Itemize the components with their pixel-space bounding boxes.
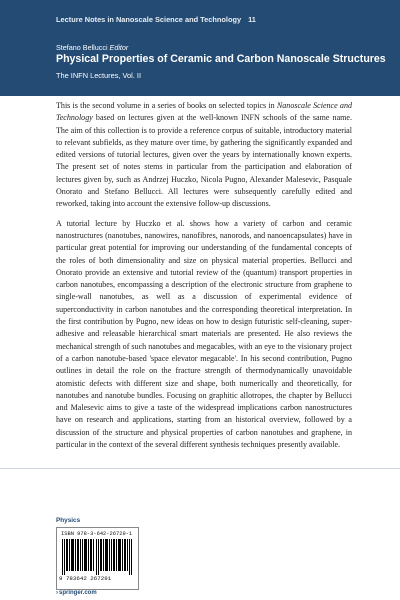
blurb-paragraph-1 [56,100,352,211]
isbn-text: ISBN 978-3-642-26729-1 [61,531,133,537]
editor-name: Stefano Bellucci [56,43,108,52]
blurb-paragraph-2: A tutorial lecture by Huczko et al. shows how a variety of carbon and ceramic nanostructures (nanotubes, nanowires, nanofibres, nanorods, and nanoencapsulates) have in particular great potential for improving our understanding of the fundamental concepts of the roles of both dimensionality and size on physical material properties. Bellucci and Onorato provide an extensive and tutorial review of the (quantum) transport properties in carbon nanotubes, encompassing a description of the electronic structure from graphene to single-wall nanotubes, as well as a discussion of experimental evidence of superconductivity in carbon nanotubes and the corresponding theoretical interpretation. In the first contribution by Pugno, new ideas on how to design futuristic self-cleaning, super-adhesive and releasable hierarchical smart materials are presented. He also reviews the mechanical strength of such nanotubes and megacables, with an eye to the visionary project of a carbon nanotube-based 'space elevator megacable'. In his second contribution, Pugno outlines in detail the role on the fracture strength of thermodynamically unavoidable atomistic defects with different size and shape, both numerically and theoretically, for nanotubes and nanotube bundles. Focusing on graphitic allotropes, the chapter by Bellucci and Malesevic aims to give a taste of the widespread implications carbon nanostructures have on research and applications, starting from an historical overview, followed by a discussion of the structure and physical properties of carbon nanotubes and graphene, in particular in the context of the several different synthesis techniques presently available. [56,218,352,450]
footer-divider [0,468,400,469]
book-subtitle: The INFN Lectures, Vol. II [56,71,142,80]
editor-role: Editor [109,43,129,52]
series-volume: 11 [248,15,256,24]
blurb-body [56,100,352,451]
editor-line [56,43,128,52]
blurb-emphasis: Nanoscale Science and Technology [56,101,353,123]
arrow-icon: › [56,590,58,596]
barcode-panel [56,527,139,590]
blurb-text: based on lectures given at the well-known INFN schools of the same name. The aim of this collection is to provide a reference corpus of suitable, introductory material to relevant subfields, as they mature over time, by gathering the significantly expanded and edited versions of tutorial lectures, given over the years by internationally known experts. The present set of notes stems in particular from the participation and elaboration of lectures given by, such as Andrzej Huczko, Nicola Pugno, Alexander Malesevic, Pasquale Onorato and Stefano Bellucci. All lectures were subsequently carefully edited and reworked, taking into account the extensive follow-up discussions. [56,113,352,209]
series-title: Lecture Notes in Nanoscale Science and Technology [56,15,242,24]
book-title: Physical Properties of Ceramic and Carbon Nanoscale Structures [56,53,386,65]
barcode-icon [62,539,134,575]
series-line [56,15,256,24]
publisher-url: springer.com [59,590,97,596]
publisher-link[interactable] [56,590,97,596]
cover-header-band [0,0,400,96]
blurb-text: This is the second volume in a series of books on selected topics in [56,101,277,110]
subject-category: Physics [56,517,81,524]
ean-digits: 9 783642 267291 [59,575,112,582]
